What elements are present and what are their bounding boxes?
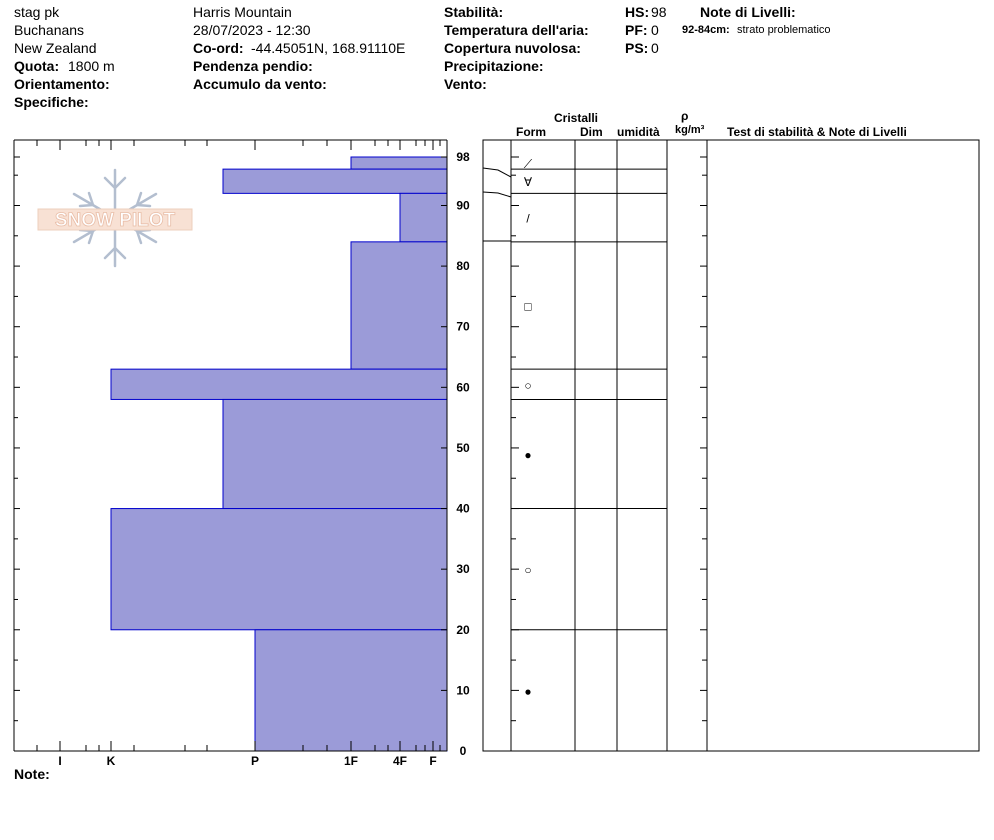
- layer-note-range: 92-84cm:: [682, 24, 730, 36]
- location-name: Buchanans: [14, 22, 85, 38]
- hardness-bar-4: [351, 242, 447, 369]
- form-header: Form: [516, 125, 546, 139]
- hs-value: 98: [651, 4, 667, 20]
- depth-label-50: 50: [456, 440, 470, 455]
- coord-value: -44.45051N, 168.91110E: [251, 40, 406, 56]
- grain-form-5: ○: [524, 378, 532, 393]
- precip-label: Precipitazione:: [444, 58, 544, 74]
- hardness-bar-5: [111, 369, 447, 399]
- grain-form-6: ●: [524, 448, 532, 462]
- depth-label-0: 0: [459, 744, 467, 758]
- country-name: New Zealand: [14, 40, 97, 56]
- hardness-label-I: I: [58, 754, 62, 768]
- ps-label: PS:: [625, 40, 649, 56]
- hardness-label-K: K: [106, 754, 116, 768]
- elevation-label: Quota:: [14, 58, 60, 74]
- hardness-bar-7: [111, 509, 447, 630]
- hardness-label-1F: 1F: [343, 754, 359, 768]
- grain-form-4: □: [524, 299, 532, 314]
- depth-label-20: 20: [456, 622, 470, 637]
- hardness-label-F: F: [429, 754, 437, 768]
- air-temp-label: Temperatura dell'aria:: [444, 22, 589, 38]
- pf-label: PF:: [625, 22, 648, 38]
- hardness-bar-6: [223, 399, 447, 508]
- hardness-label-P: P: [250, 754, 260, 768]
- grain-form-8: ●: [524, 684, 532, 699]
- slope-label: Pendenza pendio:: [193, 58, 313, 74]
- density-unit-header: kg/m³: [675, 124, 705, 136]
- depth-label-40: 40: [456, 501, 470, 516]
- depth-label-30: 30: [456, 562, 470, 577]
- hs-label: HS:: [625, 4, 650, 20]
- depth-label-90: 90: [456, 198, 470, 213]
- snowpilot-logo: [38, 170, 192, 266]
- stability-label: Stabilità:: [444, 4, 504, 20]
- coord-label: Co-ord:: [193, 40, 244, 56]
- grain-form-1: ⟋: [523, 157, 533, 172]
- rho-header: ρ: [681, 109, 689, 123]
- cloud-cover-label: Copertura nuvolosa:: [444, 40, 581, 56]
- depth-label-80: 80: [456, 259, 470, 274]
- hardness-label-4F: 4F: [392, 754, 408, 768]
- elevation-value: 1800 m: [68, 58, 115, 74]
- wind-loading-label: Accumulo da vento:: [193, 76, 327, 92]
- wind-label: Vento:: [444, 76, 487, 92]
- hardness-bar-8: [255, 630, 447, 751]
- mountain-name: Harris Mountain: [193, 4, 292, 20]
- grain-form-3: /: [526, 211, 530, 226]
- depth-label-10: 10: [456, 683, 470, 698]
- depth-label-98: 98: [456, 150, 470, 164]
- observation-datetime: 28/07/2023 - 12:30: [193, 22, 311, 38]
- specifics-label: Specifiche:: [14, 94, 89, 110]
- layer-notes-label: Note di Livelli:: [700, 4, 796, 20]
- hardness-bar-2: [223, 169, 447, 193]
- aspect-label: Orientamento:: [14, 76, 110, 92]
- hardness-bar-1: [351, 157, 447, 169]
- crystals-header: Cristalli: [554, 111, 599, 125]
- layer-connector-1: [483, 168, 511, 177]
- logo-text: SNOW PILOT: [54, 210, 176, 231]
- layer-table-frame: [483, 140, 979, 751]
- observer-name: stag pk: [14, 4, 60, 20]
- depth-label-70: 70: [456, 319, 470, 334]
- grain-form-2: ∀: [523, 175, 533, 190]
- hardness-bar-3: [400, 193, 447, 241]
- tests-header: Test di stabilità & Note di Livelli: [727, 125, 907, 139]
- dim-header: Dim: [580, 125, 603, 139]
- layer-connector-2: [483, 192, 511, 197]
- ps-value: 0: [651, 40, 659, 56]
- moisture-header: umidità: [617, 125, 660, 139]
- depth-label-60: 60: [456, 380, 470, 395]
- notes-label: Note:: [14, 766, 50, 782]
- grain-form-7: ○: [524, 563, 532, 578]
- layer-note-text: strato problematico: [737, 24, 831, 36]
- pf-value: 0: [651, 22, 659, 38]
